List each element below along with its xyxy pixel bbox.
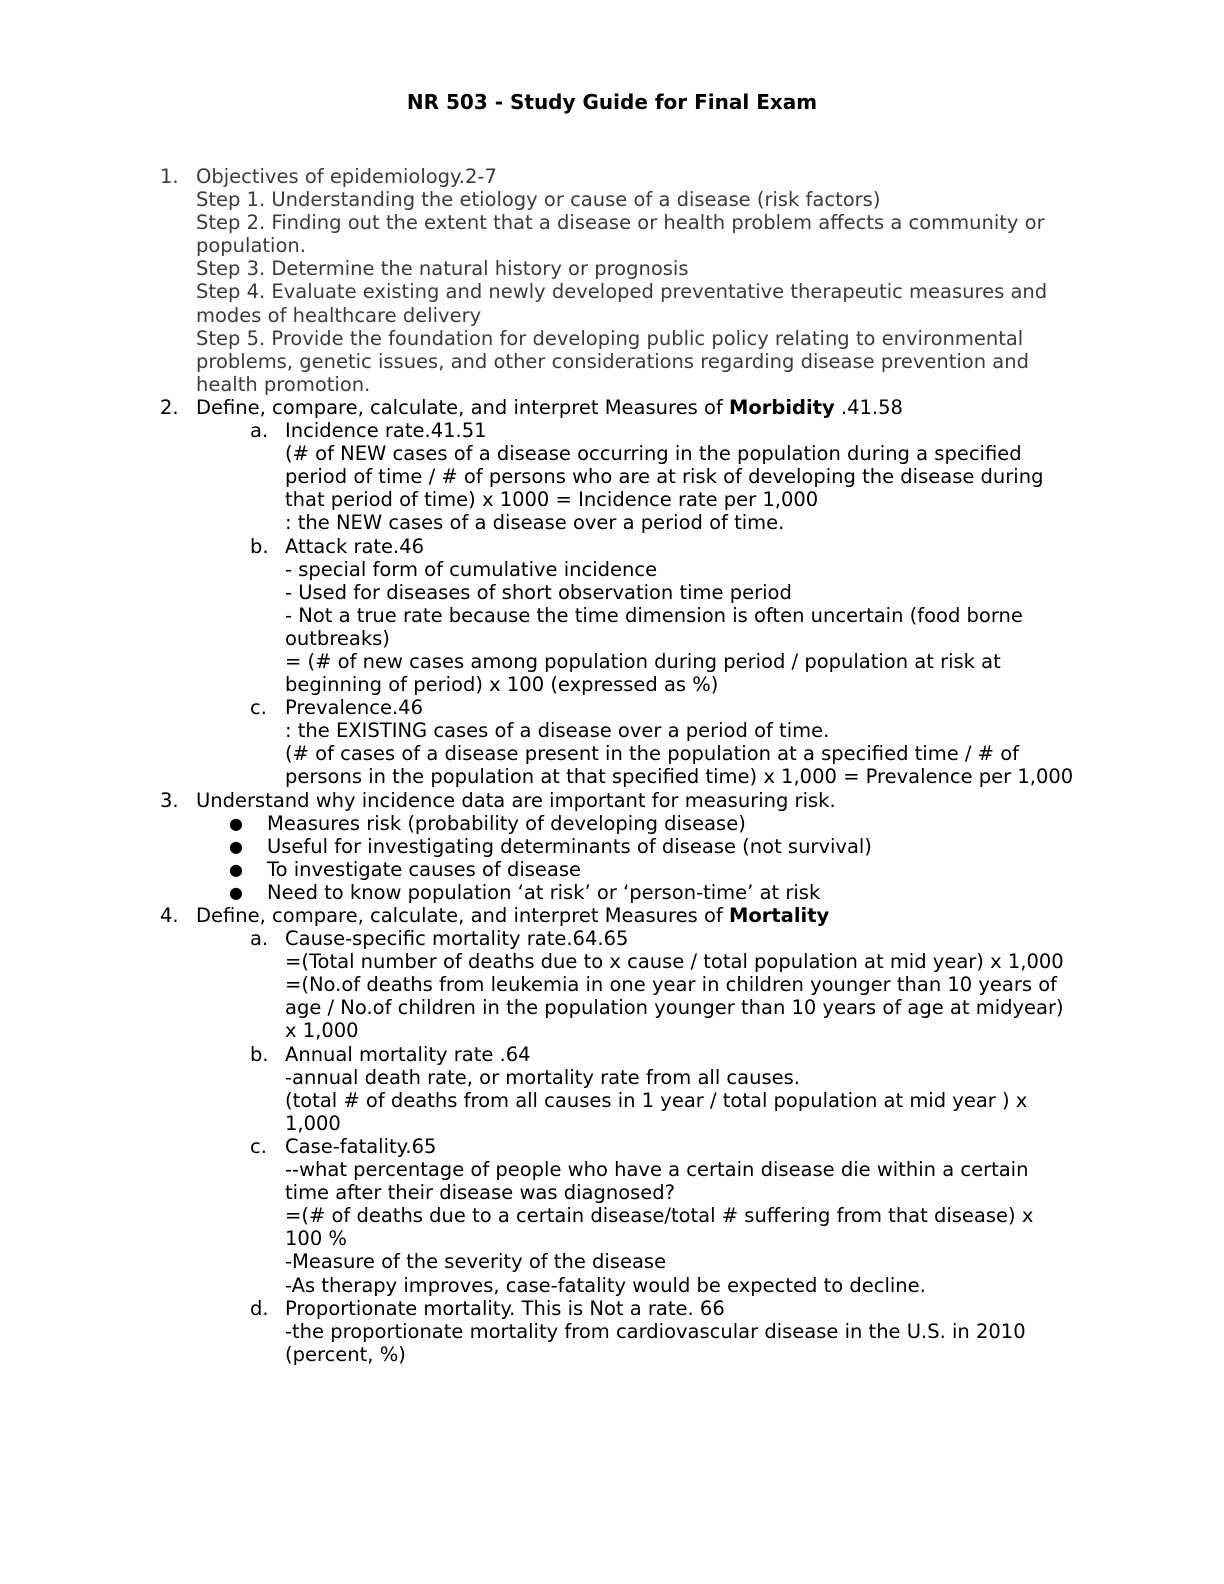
- subitem-line: --what percentage of people who have a certain disease die within a certain time after their disease was diagnosed?: [285, 1158, 1029, 1205]
- item-text: [196, 396, 1076, 419]
- item-text: Objectives of epidemiology.2-7: [196, 165, 497, 188]
- item-line: Step 4. Evaluate existing and newly developed preventative therapeutic measures and modes of healthcare delivery: [196, 280, 1048, 327]
- item-number: 4.: [160, 904, 179, 927]
- list-item-1: [0, 165, 1224, 188]
- item-text: Understand why incidence data are important for measuring risk.: [196, 788, 836, 812]
- item-text-prefix: Define, compare, calculate, and interpret Measures of: [196, 904, 729, 927]
- subitem-line: -As therapy improves, case-fatality would be expected to decline.: [285, 1273, 926, 1297]
- bullet-dot-icon: ●: [229, 882, 243, 902]
- subitem-line: (# of NEW cases of a disease occurring in the population during a specified period of time / # of persons who are at risk of developing the disease during that period of time) x 1000 = Incidence rate per 1,000: [285, 442, 1044, 512]
- subitem-line: - special form of cumulative incidence: [285, 557, 658, 581]
- item-line: Step 3. Determine the natural history or prognosis: [196, 257, 689, 281]
- item-line: Step 5. Provide the foundation for developing public policy relating to environmental problems, genetic issues, and other considerations regarding disease prevention and health promotion.: [196, 326, 1029, 396]
- list-item-2: [0, 396, 1224, 419]
- subitem-letter: b.: [250, 1042, 269, 1066]
- subitem-heading: Incidence rate.41.51: [285, 419, 487, 443]
- subitem-heading: Case-fatality.65: [285, 1134, 437, 1158]
- subitem-line: -annual death rate, or mortality rate from all causes.: [285, 1065, 800, 1089]
- subitem-heading: Attack rate.46: [285, 534, 425, 558]
- item-text-prefix: Define, compare, calculate, and interpret Measures of: [196, 395, 729, 419]
- bullet-text: Need to know population ‘at risk’ or ‘person-time’ at risk: [267, 880, 821, 904]
- item-text-bold: Morbidity: [728, 395, 835, 419]
- item-number: 1.: [160, 165, 179, 188]
- subitem-line: = (# of new cases among population during period / population at risk at beginning of period) x 100 (expressed as %): [285, 649, 1001, 697]
- subitem-line: : the NEW cases of a disease over a period of time.: [285, 511, 785, 535]
- subitem-line: =(# of deaths due to a certain disease/total # suffering from that disease) x 100 %: [285, 1204, 1034, 1251]
- subitem-4b: [0, 1043, 1224, 1066]
- subitem-4c: [0, 1135, 1224, 1158]
- bullet-text: To investigate causes of disease: [267, 857, 582, 881]
- subitem-line: - Used for diseases of short observation time period: [285, 580, 792, 604]
- subitem-line: =(Total number of deaths due to x cause / total population at mid year) x 1,000: [285, 950, 1064, 974]
- subitem-heading: Cause-specific mortality rate.64.65: [285, 927, 629, 951]
- subitem-letter: a.: [250, 419, 269, 443]
- subitem-4d: [0, 1297, 1224, 1320]
- item-text-bold: Mortality: [728, 904, 830, 927]
- subitem-4a: [0, 927, 1224, 950]
- subitem-line: =(No.of deaths from leukemia in one year in children younger than 10 years of age / No.of children in the population younger than 10 years of age at midyear) x 1,000: [285, 973, 1064, 1043]
- subitem-2b: [0, 535, 1224, 558]
- subitem-line: (# of cases of a disease present in the population at a specified time / # of persons in the population at that specified time) x 1,000 = Prevalence per 1,000: [285, 742, 1074, 789]
- subitem-2c: [0, 696, 1224, 719]
- subitem-2a: [0, 419, 1224, 442]
- study-guide-list: [0, 165, 1224, 1366]
- subitem-letter: d.: [250, 1296, 269, 1320]
- list-item-3: [0, 789, 1224, 812]
- item-line: Step 1. Understanding the etiology or cause of a disease (risk factors): [196, 188, 881, 212]
- item-text: [196, 904, 1076, 927]
- bullet-dot-icon: ●: [229, 859, 243, 879]
- subitem-heading: Prevalence.46: [285, 696, 423, 720]
- bullet-dot-icon: ●: [229, 813, 243, 833]
- bullet-item: [0, 881, 1224, 904]
- subitem-letter: a.: [250, 927, 269, 951]
- list-item-4: [0, 904, 1224, 927]
- subitem-line: -the proportionate mortality from cardiovascular disease in the U.S. in 2010 (percent, %): [285, 1319, 1026, 1366]
- bullet-text: Measures risk (probability of developing disease): [267, 811, 746, 835]
- subitem-line: (total # of deaths from all causes in 1 year / total population at mid year ) x 1,000: [285, 1088, 1028, 1135]
- subitem-letter: b.: [250, 534, 269, 558]
- item-text-suffix: .41.58: [834, 395, 903, 419]
- bullet-text: Useful for investigating determinants of disease (not survival): [267, 834, 872, 858]
- item-number: 3.: [160, 788, 179, 812]
- document-title: NR 503 - Study Guide for Final Exam: [406, 90, 818, 114]
- item-line: Step 2. Finding out the extent that a disease or health problem affects a community or population.: [196, 211, 1045, 258]
- bullet-item: [0, 835, 1224, 858]
- item-number: 2.: [160, 395, 179, 419]
- subitem-line: - Not a true rate because the time dimension is often uncertain (food borne outbreaks): [285, 603, 1023, 650]
- subitem-letter: c.: [250, 696, 267, 720]
- subitem-heading: Annual mortality rate .64: [285, 1042, 531, 1066]
- subitem-heading: Proportionate mortality. This is Not a rate. 66: [285, 1296, 725, 1320]
- bullet-item: [0, 858, 1224, 881]
- subitem-line: -Measure of the severity of the disease: [285, 1250, 667, 1274]
- subitem-line: : the EXISTING cases of a disease over a period of time.: [285, 719, 830, 743]
- subitem-letter: c.: [250, 1134, 267, 1158]
- bullet-item: [0, 812, 1224, 835]
- bullet-dot-icon: ●: [229, 836, 243, 856]
